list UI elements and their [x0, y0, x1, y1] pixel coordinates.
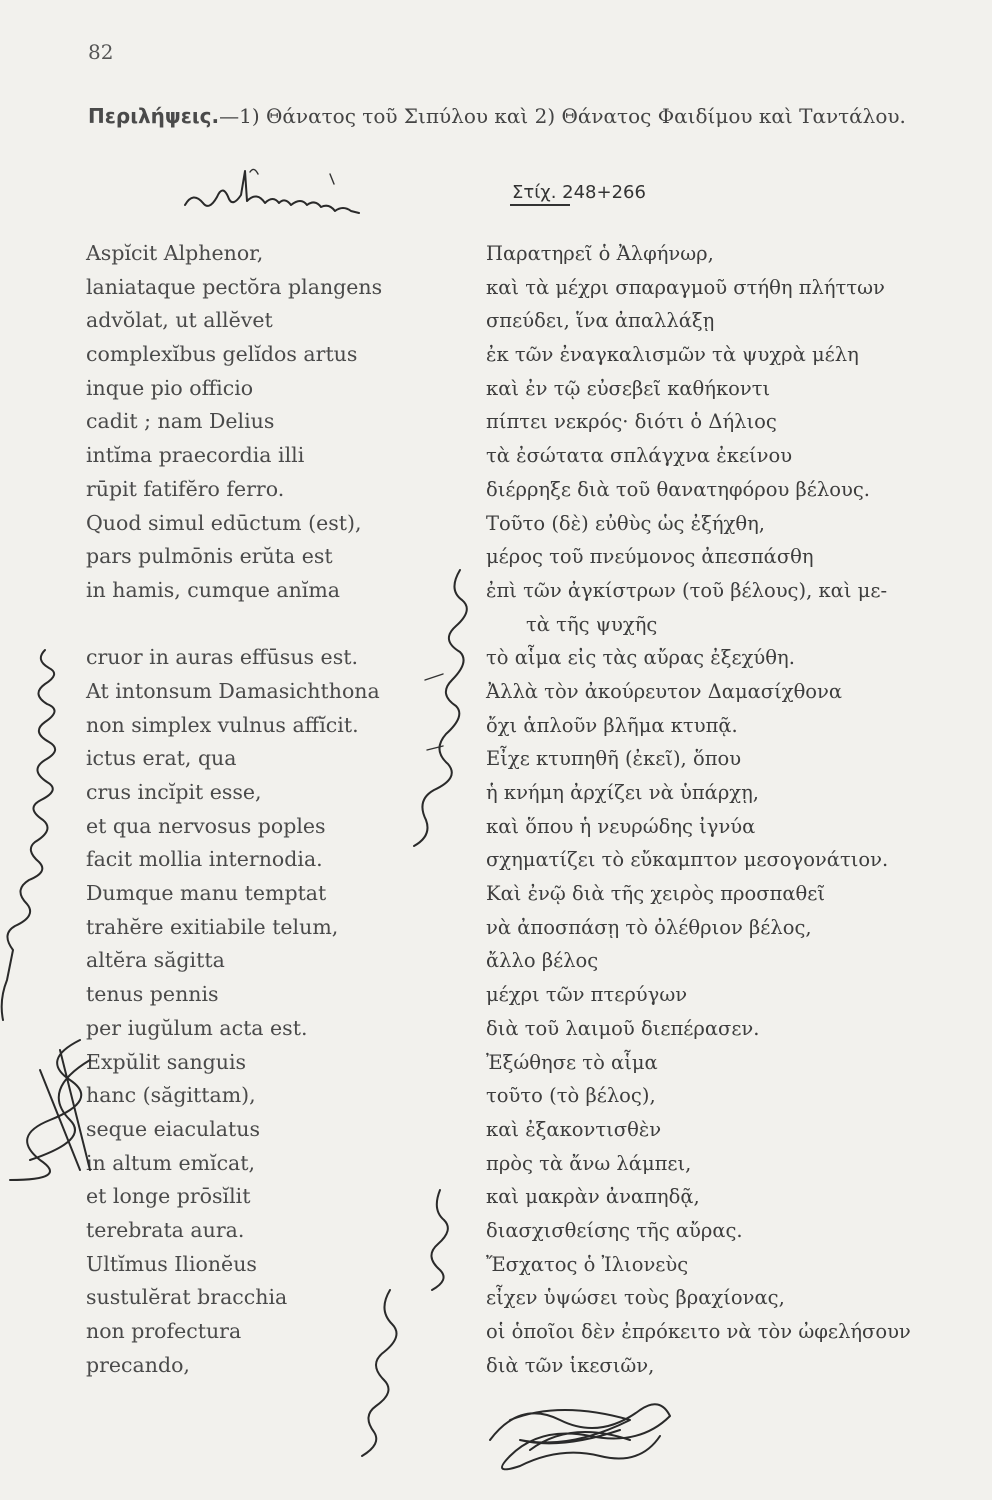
latin-line: seque eiaculatus: [86, 1116, 260, 1141]
latin-line: pars pulmōnis erŭta est: [86, 544, 333, 569]
verses-reference-label: Στίχ. 248+266: [512, 182, 646, 203]
greek-line: τοῦτο (τὸ βέλος),: [486, 1084, 656, 1108]
summary-heading: [88, 100, 968, 133]
latin-line: At intonsum Damasichthona: [86, 678, 380, 703]
greek-line: καὶ ὅπου ἡ νευρώδης ἰγνύα: [486, 814, 756, 838]
latin-line: per iugŭlum acta est.: [86, 1015, 308, 1040]
latin-line: terebrata aura.: [86, 1217, 245, 1242]
latin-line: in altum emĭcat,: [86, 1150, 256, 1175]
latin-line: cadit ; nam Delius: [86, 409, 275, 434]
verses-reference: [512, 182, 646, 203]
greek-line: καὶ μακρὰν ἀναπηδᾷ,: [486, 1185, 700, 1209]
latin-line: facit mollia internodia.: [86, 847, 323, 872]
latin-line: Dumque manu temptat: [86, 881, 327, 906]
handwritten-note-top: [180, 160, 410, 230]
latin-line: ictus erat, qua: [86, 746, 237, 771]
latin-line: intĭma praecordia illi: [86, 443, 305, 468]
latin-line: laniataque pectŏra plangens: [86, 274, 383, 299]
latin-line: crus incĭpit esse,: [86, 780, 262, 804]
summary-text: —1) Θάνατος τοῦ Σιπύλου καὶ 2) Θάνατος Φαιδίμου καὶ Ταντάλου.: [219, 104, 906, 128]
greek-line: τὸ αἷμα εἰς τὰς αὔρας ἐξεχύθη.: [486, 646, 795, 670]
latin-line: inque pio officio: [86, 375, 254, 400]
latin-line: et qua nervosus poples: [86, 813, 326, 838]
greek-line: νὰ ἀποσπάσῃ τὸ ὀλέθριον βέλος,: [486, 915, 812, 939]
latin-line: Quod simul edūctum (est),: [86, 510, 362, 535]
greek-line: διέρρηξε διὰ τοῦ θανατηφόρου βέλους.: [486, 477, 870, 501]
greek-line: διὰ τῶν ἱκεσιῶν,: [486, 1353, 655, 1377]
greek-line: ἡ κνήμη ἀρχίζει νὰ ὑπάρχῃ,: [486, 781, 759, 804]
latin-line: in hamis, cumque anĭma: [86, 577, 340, 602]
summary-lead: Περιλήψεις.: [88, 104, 220, 128]
greek-line: Παρατηρεῖ ὁ Ἀλφήνωρ,: [486, 242, 714, 265]
latin-column: [86, 237, 476, 1382]
latin-line: Ultĭmus Ilionĕus: [86, 1251, 257, 1276]
greek-line: ὄχι ἁπλοῦν βλῆμα κτυπᾷ.: [486, 713, 738, 737]
handwritten-note-vertical-left: [0, 640, 80, 1060]
latin-line: trahĕre exitiabile telum,: [86, 914, 339, 939]
latin-line: non profectura: [86, 1319, 242, 1343]
latin-line: Aspĭcit Alphenor,: [86, 241, 264, 265]
greek-line: διὰ τοῦ λαιμοῦ διεπέρασεν.: [486, 1016, 760, 1040]
greek-line: πίπτει νεκρός· διότι ὁ Δήλιος: [486, 410, 777, 434]
greek-line: σπεύδει, ἵνα ἀπαλλάξῃ: [486, 309, 715, 333]
latin-line: et longe prōsĭlit: [86, 1184, 251, 1209]
greek-column: [486, 237, 976, 1382]
latin-line: hanc (săgittam),: [86, 1083, 256, 1108]
page-number: 82: [88, 40, 114, 64]
greek-line: καὶ ἐξακοντισθὲν: [486, 1117, 662, 1141]
greek-line: καὶ ἐν τῷ εὐσεβεῖ καθήκοντι: [486, 376, 771, 400]
latin-line: non simplex vulnus affĭcit.: [86, 712, 359, 737]
greek-line: Εἶχε κτυπηθῆ (ἐκεῖ), ὅπου: [486, 747, 742, 771]
greek-line: τὰ ἐσώτατα σπλάγχνα ἐκείνου: [486, 444, 793, 468]
greek-line: καὶ τὰ μέχρι σπαραγμοῦ στήθη πλήττων: [486, 275, 885, 299]
latin-line: tenus pennis: [86, 982, 219, 1007]
verses-underline: [510, 204, 570, 206]
greek-line: μέρος τοῦ πνεύμονος ἀπεσπάσθη: [486, 545, 814, 569]
greek-line: ἄλλο βέλος: [486, 949, 599, 973]
greek-line: ἐπὶ τῶν ἀγκίστρων (τοῦ βέλους), καὶ με-: [486, 578, 888, 602]
latin-line: precando,: [86, 1352, 190, 1377]
greek-line: πρὸς τὰ ἄνω λάμπει,: [486, 1151, 692, 1175]
latin-line: sustulĕrat bracchia: [86, 1285, 288, 1310]
greek-line: Ἀλλὰ τὸν ἀκούρευτον Δαμασίχθονα: [486, 679, 843, 703]
greek-line: εἶχεν ὑψώσει τοὺς βραχίονας,: [486, 1286, 785, 1310]
greek-line: Ἐξώθησε τὸ αἷμα: [486, 1050, 658, 1074]
greek-line: ἐκ τῶν ἐναγκαλισμῶν τὰ ψυχρὰ μέλη: [486, 343, 859, 367]
greek-line: τὰ τῆς ψυχῆς: [526, 612, 658, 636]
greek-line: οἱ ὁποῖοι δὲν ἐπρόκειτο νὰ τὸν ὠφελήσουν: [486, 1320, 911, 1343]
greek-line: διασχισθείσης τῆς αὔρας.: [486, 1218, 743, 1242]
greek-line: σχηματίζει τὸ εὔκαμπτον μεσογονάτιον.: [486, 848, 889, 872]
latin-line: cruor in auras effūsus est.: [86, 645, 358, 670]
latin-line: advŏlat, ut allĕvet: [86, 308, 273, 333]
greek-line: Τοῦτο (δὲ) εὐθὺς ὡς ἐξήχθη,: [486, 511, 765, 535]
latin-line: rūpit fatifĕro ferro.: [86, 476, 285, 501]
scribble-mark-bottom: [470, 1380, 690, 1480]
latin-line-blank: [86, 608, 476, 642]
latin-line: Expŭlit sanguis: [86, 1049, 247, 1074]
latin-line: complexĭbus gelĭdos artus: [86, 342, 358, 367]
greek-line: μέχρι τῶν πτερύγων: [486, 983, 688, 1007]
greek-line: Καὶ ἐνῷ διὰ τῆς χειρὸς προσπαθεῖ: [486, 882, 826, 906]
greek-line: Ἔσχατος ὁ Ἰλιονεὺς: [486, 1252, 689, 1276]
latin-line: altĕra săgitta: [86, 948, 225, 973]
